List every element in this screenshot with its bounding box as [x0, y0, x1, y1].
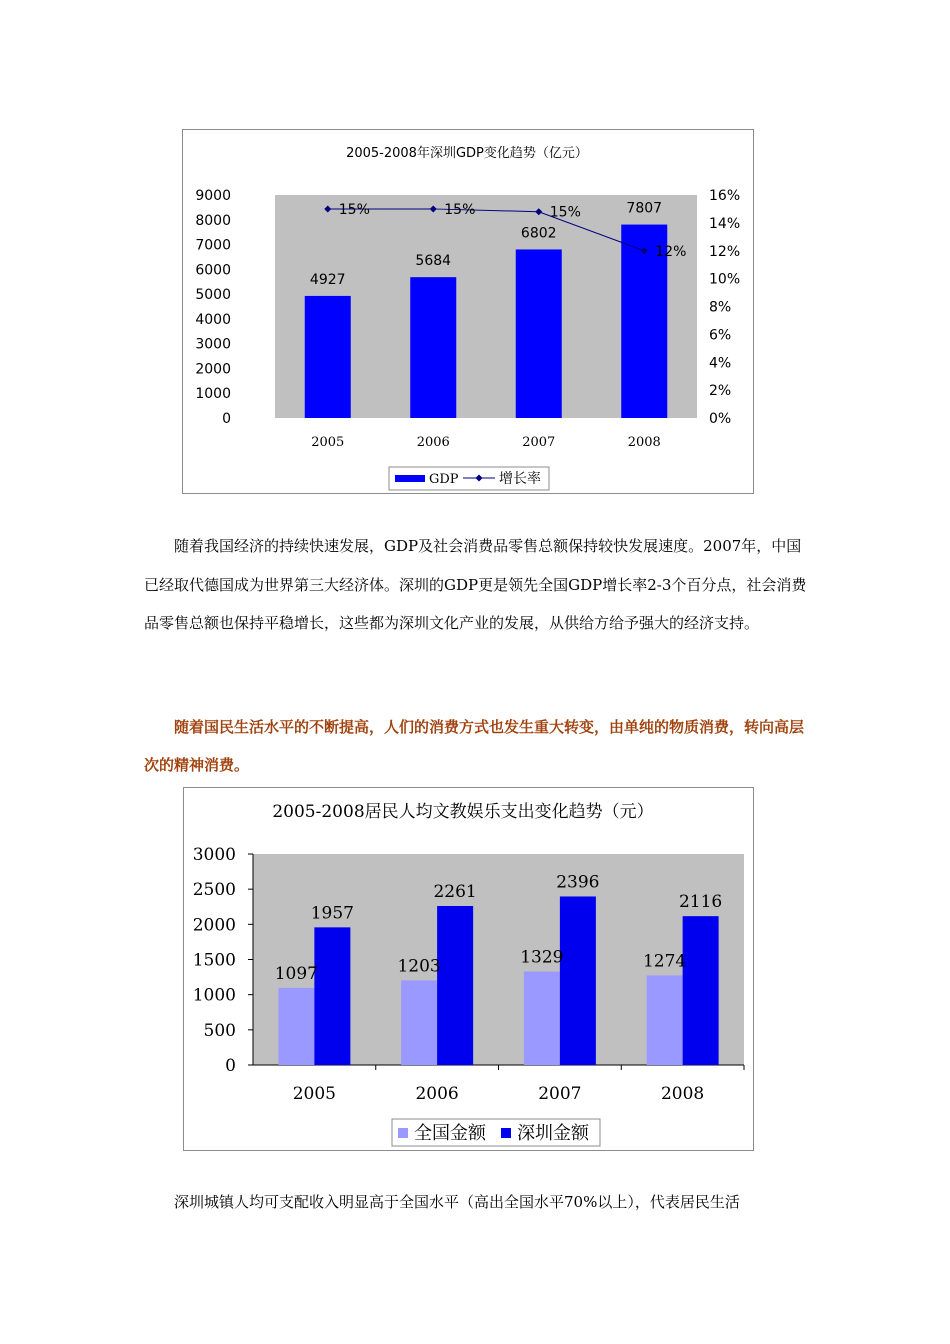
x-tick-label: 2007 [538, 1084, 582, 1104]
y2-tick-label: 6% [709, 327, 732, 344]
paragraph-economy [144, 527, 808, 643]
y-tick-label: 2000 [192, 915, 236, 936]
legend-national-swatch [398, 1128, 408, 1138]
national-bar [647, 975, 683, 1065]
y2-tick-label: 0% [709, 411, 732, 427]
y-tick-label: 2500 [192, 880, 236, 901]
y2-tick-label: 4% [709, 355, 732, 372]
national-bar-label: 1203 [397, 956, 441, 977]
shenzhen-bar-label: 2261 [433, 881, 477, 902]
y-tick-label: 4000 [195, 311, 231, 328]
y-tick-label: 5000 [195, 287, 231, 304]
legend-gdp-swatch [395, 475, 425, 482]
y2-tick-label: 2% [709, 383, 732, 400]
gdp-bar [516, 249, 562, 418]
national-bar-label: 1274 [642, 951, 687, 972]
gdp-chart-svg [183, 130, 753, 493]
gdp-bar-label: 7807 [626, 200, 663, 217]
shenzhen-bar [314, 927, 350, 1065]
y-tick-label: 1000 [195, 386, 231, 403]
y2-tick-label: 14% [709, 215, 741, 232]
y-tick-label: 3000 [192, 845, 236, 865]
gdp-bar-label: 4927 [309, 271, 346, 288]
x-tick-label: 2006 [416, 435, 450, 450]
y-tick-label: 500 [203, 1020, 236, 1041]
y-tick-label: 0 [222, 411, 231, 427]
y2-tick-label: 12% [709, 243, 741, 260]
y-tick-label: 1000 [192, 985, 236, 1006]
paragraph-consumption-shift-text: 随着国民生活水平的不断提高，人们的消费方式也发生重大转变，由单纯的物质消费，转向高层次的精神消费。 [144, 718, 805, 774]
x-tick-label: 2008 [660, 1084, 705, 1104]
x-tick-label: 2005 [311, 435, 345, 450]
shenzhen-bar-label: 2396 [556, 872, 600, 893]
legend-shenzhen-label: 深圳金额 [517, 1123, 589, 1144]
national-bar-label: 1097 [274, 963, 319, 984]
culture-spending-chart [183, 787, 754, 1151]
gdp-bar-label: 6802 [520, 225, 557, 242]
national-bar-label: 1329 [520, 947, 564, 968]
growth-rate-label: 15% [549, 204, 581, 221]
gdp-chart [182, 129, 754, 494]
legend-national-label: 全国金额 [414, 1123, 486, 1144]
y-tick-label: 8000 [195, 212, 231, 229]
x-tick-label: 2007 [522, 435, 556, 450]
y-tick-label: 9000 [195, 188, 231, 204]
gdp-bar [410, 277, 456, 418]
national-bar [401, 980, 437, 1065]
shenzhen-bar [560, 896, 596, 1065]
paragraph-income [144, 1183, 808, 1222]
y-tick-label: 2000 [195, 361, 231, 378]
y-tick-label: 3000 [195, 336, 231, 353]
growth-rate-label: 15% [338, 201, 370, 218]
legend-gdp-label: GDP [429, 472, 459, 487]
chart-title: 2005-2008年深圳GDP变化趋势（亿元） [346, 146, 588, 161]
shenzhen-bar-label: 1957 [310, 903, 355, 924]
legend-shenzhen-swatch [501, 1128, 511, 1138]
shenzhen-bar-label: 2116 [678, 892, 723, 913]
legend-growth-label: 增长率 [499, 471, 541, 487]
x-tick-label: 2005 [292, 1084, 337, 1104]
paragraph-income-text: 深圳城镇人均可支配收入明显高于全国水平（高出全国水平70%以上），代表居民生活 [174, 1193, 740, 1211]
national-bar [278, 988, 314, 1065]
paragraph-consumption-shift [144, 708, 808, 784]
y2-tick-label: 10% [709, 271, 741, 288]
shenzhen-bar [437, 906, 473, 1065]
x-tick-label: 2008 [627, 435, 661, 450]
paragraph-economy-text: 随着我国经济的持续快速发展，GDP及社会消费品零售总额保持较快发展速度。2007年，中国已经取代德国成为世界第三大经济体。深圳的GDP更是领先全国GDP增长率2-3个百分点，社会消费品零售总额也保持平稳增长，这些都为深圳文化产业的发展，从供给方给予强大的经济支持。 [144, 537, 807, 632]
national-bar [524, 972, 560, 1065]
y-tick-label: 1500 [192, 950, 236, 971]
y-tick-label: 6000 [195, 262, 231, 279]
y-tick-label: 0 [225, 1056, 236, 1076]
gdp-bar [305, 296, 351, 418]
gdp-bar-label: 5684 [415, 253, 452, 270]
growth-rate-label: 15% [444, 201, 476, 218]
shenzhen-bar [683, 916, 719, 1065]
x-tick-label: 2006 [415, 1084, 459, 1104]
growth-rate-label: 12% [655, 243, 687, 260]
y-tick-label: 7000 [195, 237, 231, 254]
culture-spending-chart-svg [184, 788, 753, 1150]
y2-tick-label: 8% [709, 299, 732, 316]
chart-title: 2005-2008居民人均文教娱乐支出变化趋势（元） [272, 802, 654, 822]
y2-tick-label: 16% [709, 188, 741, 204]
